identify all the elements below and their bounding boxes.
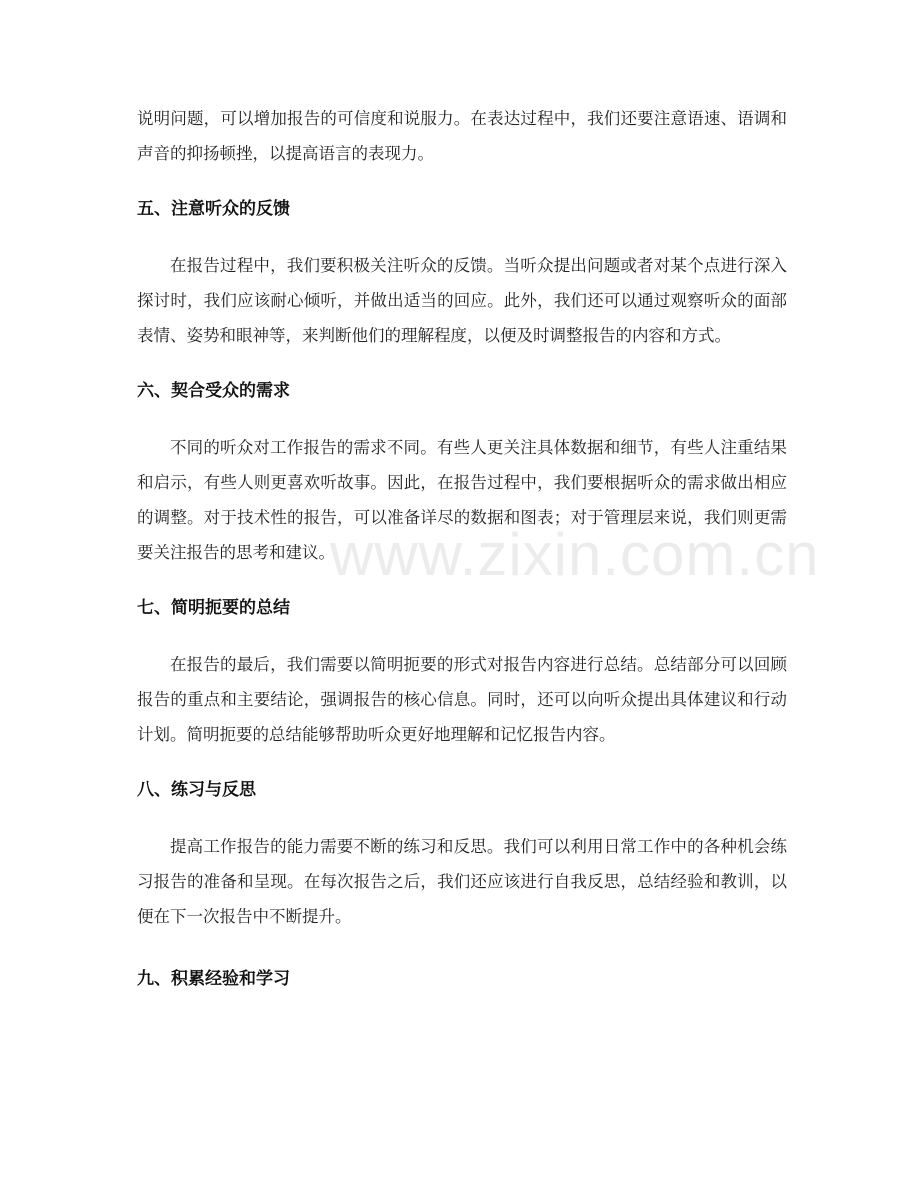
watermark-text: www.zixin.com.cn — [330, 521, 820, 588]
section-body-5: 在报告过程中，我们要积极关注听众的反馈。当听众提出问题或者对某个点进行深入探讨时，我们应该耐心倾听，并做出适当的回应。此外，我们还可以通过观察听众的面部表情、姿势和眼神等，来判断他们的理解程度，以便及时调整报告的内容和方式。 — [137, 256, 787, 345]
section-heading-5: 五、注意听众的反馈 — [137, 199, 290, 219]
intro-paragraph: 说明问题，可以增加报告的可信度和说服力。在表达过程中，我们还要注意语速、语调和声音的抑扬顿挫，以提高语言的表现力。 — [137, 109, 787, 163]
document-content — [137, 101, 787, 997]
section-heading-6: 六、契合受众的需求 — [137, 381, 290, 401]
section-body-8: 提高工作报告的能力需要不断的练习和反思。我们可以利用日常工作中的各种机会练习报告的准备和呈现。在每次报告之后，我们还应该进行自我反思，总结经验和教训，以便在下一次报告中不断提升。 — [137, 837, 787, 926]
section-body-7: 在报告的最后，我们需要以简明扼要的形式对报告内容进行总结。总结部分可以回顾报告的重点和主要结论，强调报告的核心信息。同时，还可以向听众提出具体建议和行动计划。简明扼要的总结能够帮助听众更好地理解和记忆报告内容。 — [137, 655, 787, 744]
section-body-6: 不同的听众对工作报告的需求不同。有些人更关注具体数据和细节，有些人注重结果和启示，有些人则更喜欢听故事。因此，在报告过程中，我们要根据听众的需求做出相应的调整。对于技术性的报告，可以准备详尽的数据和图表；对于管理层来说，我们则更需要关注报告的思考和建议。 — [137, 438, 787, 562]
section-heading-8: 八、练习与反思 — [137, 780, 256, 800]
section-heading-7: 七、简明扼要的总结 — [137, 598, 290, 618]
section-heading-9: 九、积累经验和学习 — [137, 969, 290, 989]
